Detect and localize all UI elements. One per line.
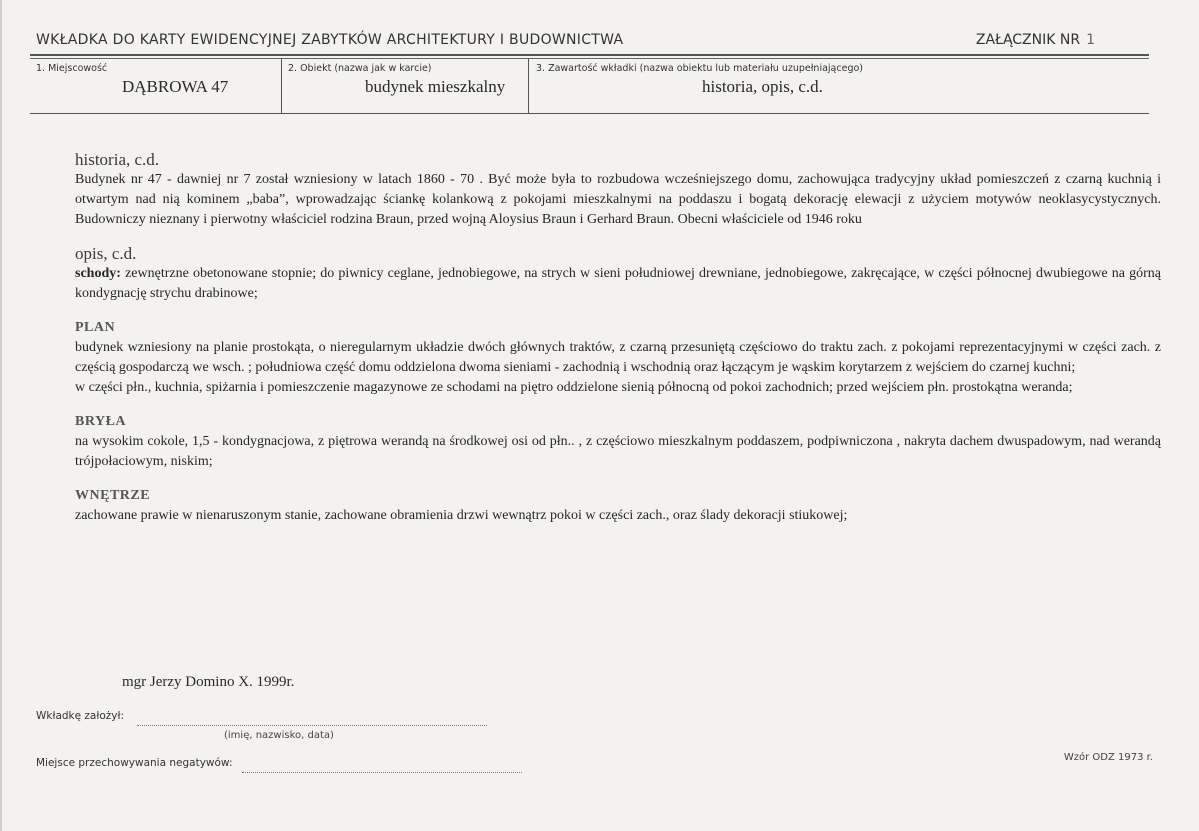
form-pattern-code: Wzór ODZ 1973 r.: [1063, 752, 1153, 763]
field-3-label: 3. Zawartość wkładki (nazwa obiektu lub materiału uzupełniającego): [536, 63, 863, 74]
author-signature: mgr Jerzy Domino X. 1999r.: [122, 674, 295, 690]
wkladke-sublabel: (imię, nazwisko, data): [224, 730, 334, 741]
wnetrze-text: zachowane prawie w nienaruszonym stanie, zachowane obramienia drzwi wewnątrz pokoi w części zach., oraz ślady dekoracji stiukowej;: [75, 508, 848, 523]
historia-text: Budynek nr 47 - dawniej nr 7 został wzniesiony w latach 1860 - 70 . Być może była to rozbudowa wcześniejszego domu, zachowująca tradycyjny układ pomieszczeń z czarną kuchnią i otwartym nad nią kominem „baba”, wprowadzając ściankę kolankową z pokojami mieszkalnymi na poddaszu i bogatą dekorację elewacji z użyciem motywów neoklasycystycznych. Budowniczy nieznany i pierwotny właściciel rodzina Braun, przed wojną Aloysius Braun i Gerhard Braun. Obecni właściciele od 1946 roku: [75, 172, 1161, 227]
field-2-value: budynek mieszkalny: [365, 77, 506, 96]
opis-heading: opis, c.d.: [75, 244, 137, 263]
annex-number: 1: [1086, 32, 1095, 48]
annex-label: [976, 32, 1095, 48]
document-body: [75, 150, 1161, 526]
wkladke-label: Wkładkę założył:: [36, 710, 125, 722]
schody-paragraph: [75, 264, 1161, 304]
bryla-text: na wysokim cokole, 1,5 - kondygnacjowa, z piętrowa werandą na środkowej osi od płn.. , z częściowo mieszkalnym poddaszem, podpiwniczona , nakryta dachem dwuspadowym, nad werandą trójpołaciowym, niskim;: [75, 434, 1161, 469]
field-divider-2: [528, 59, 529, 113]
historia-heading: historia, c.d.: [75, 150, 160, 169]
header-rule: [30, 54, 1149, 56]
header-rule-thin: [30, 58, 1149, 59]
wnetrze-heading: WNĘTRZE: [75, 488, 151, 503]
wkladke-dotted-line: [137, 725, 487, 726]
field-1-value: DĄBROWA 47: [122, 77, 229, 96]
fields-rule: [30, 113, 1149, 114]
form-title: WKŁADKA DO KARTY EWIDENCYJNEJ ZABYTKÓW ARCHITEKTURY I BUDOWNICTWA: [36, 32, 624, 48]
plan-text-2: w części płn., kuchnia, spiżarnia i pomieszczenie magazynowe ze schodami na piętro oddzielone sienią północną od pokoi zachodnich; przed wejściem płn. prostokątna weranda;: [75, 380, 1073, 395]
field-3-value: historia, opis, c.d.: [702, 77, 823, 96]
schody-label: schody:: [75, 266, 121, 281]
field-divider-1: [281, 59, 282, 113]
bryla-heading: BRYŁA: [75, 414, 127, 429]
schody-text: zewnętrzne obetonowane stopnie; do piwnicy ceglane, jednobiegowe, na strych w sieni południowej drewniane, jednobiegowe, zakręcające, w części północnej dwubiegowe na górną kondygnację strychu drabinowe;: [75, 266, 1161, 301]
negatywy-label: Miejsce przechowywania negatywów:: [36, 757, 233, 769]
annex-label-text: ZAŁĄCZNIK NR: [975, 32, 1081, 48]
field-2-label: 2. Obiekt (nazwa jak w karcie): [288, 63, 432, 74]
field-1-label: 1. Miejscowość: [36, 63, 108, 74]
negatywy-dotted-line: [242, 772, 522, 773]
plan-text-1: budynek wzniesiony na planie prostokąta, o nieregularnym układzie dwóch głównych traktów, z czarną przesuniętą częściowo do traktu zach. z pokojami reprezentacyjnymi w części zach. z częścią gospodarczą we wsch. ; południowa część domu oddzielona dwoma sieniami - zachodnią i wschodnią oraz łączącym je wąskim korytarzem z wejściem do czarnej kuchni;: [75, 340, 1161, 375]
plan-heading: PLAN: [75, 320, 116, 335]
